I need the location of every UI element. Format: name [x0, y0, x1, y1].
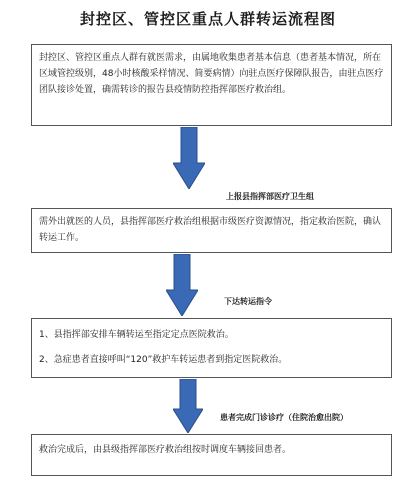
step-1-text: 封控区、管控区重点人群有就医需求，由属地收集患者基本信息（患者基本情况，所在区域管控级别，48小时核酸采样情况、简要病情）向驻点医疗保障队报告，由驻点医疗团队接诊处置，确需转诊的报告县疫情防控指挥部医疗救治组。	[39, 53, 384, 95]
step-4-box	[31, 434, 392, 476]
connector-label-2: 下达转运指令	[224, 297, 272, 306]
page-title: 封控区、管控区重点人群转运流程图	[79, 10, 336, 28]
down-arrow-icon	[173, 379, 203, 433]
connector-label-1: 上报县指挥部医疗卫生组	[226, 192, 314, 201]
step-4-text: 救治完成后，由县级指挥部医疗救治组按时调度车辆接回患者。	[39, 445, 292, 455]
down-arrow-icon	[166, 254, 198, 316]
step-3-item-2: 2、急症患者直接呼叫“120”救护车转运患者到指定医院救治。	[39, 355, 288, 365]
step-2-box	[31, 208, 392, 253]
step-3-box	[31, 318, 392, 378]
down-arrow-icon	[173, 127, 205, 189]
connector-label-3: 患者完成门诊诊疗（住院治愈出院）	[220, 413, 348, 422]
step-3-item-1: 1、县指挥部安排车辆转运至指定定点医院救治。	[39, 330, 234, 340]
step-1-box	[31, 44, 392, 126]
step-2-text: 需外出就医的人员，县指挥部医疗救治组根据市级医疗资源情况，指定救治医院，确认转运工作。	[39, 217, 382, 243]
